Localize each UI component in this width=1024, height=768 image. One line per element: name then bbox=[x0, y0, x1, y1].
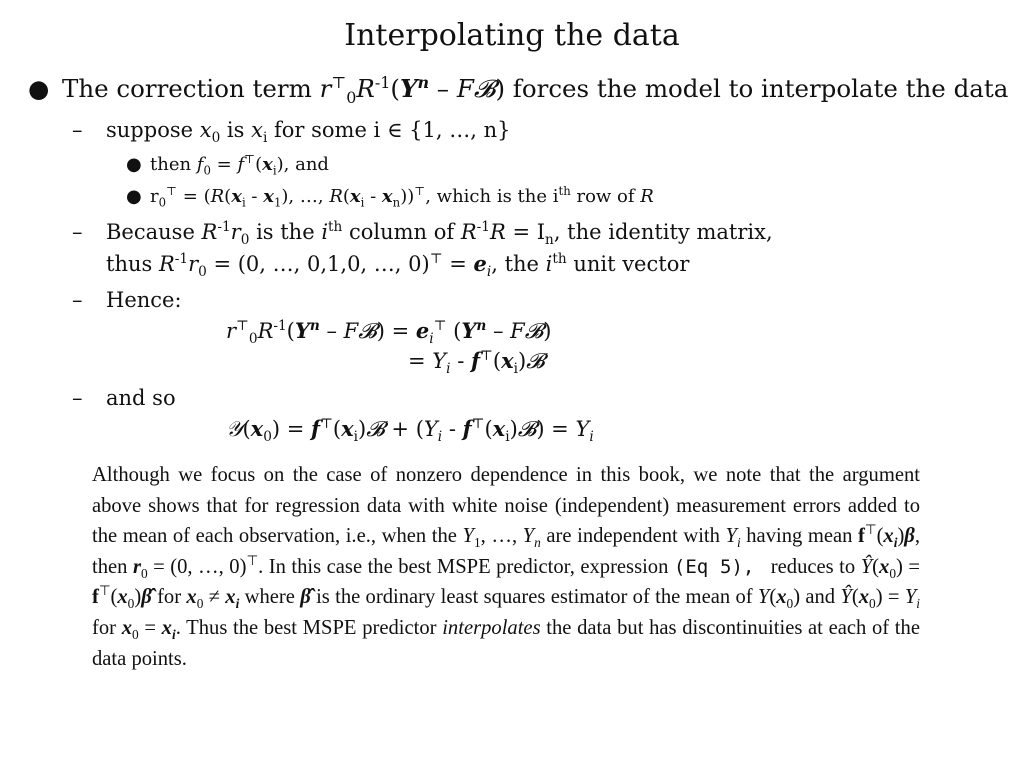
slide-title: Interpolating the data bbox=[344, 18, 680, 53]
dot-marker: ● bbox=[126, 186, 142, 207]
sub-sub-bullet-then-text: then $f_0 = f^⊤(x_i)$, and bbox=[150, 152, 329, 178]
dot-marker: ● bbox=[126, 154, 142, 175]
sub-sub-bullet-r0-text: $r_0^⊤ = (R(x_i - x_1)$, …, $R(x_i - x_n))^⊤$, which is the $i^{th}$ row of R bbox=[150, 184, 654, 210]
bullet-marker: ● bbox=[28, 74, 50, 103]
dash-marker: – bbox=[72, 288, 83, 312]
sub-bullet-suppose-text: suppose $x_0$ is $x_i$ for some i ∈ {1, …, n} bbox=[106, 118, 511, 147]
equation-hence-1: $r^⊤_0R^{-1}(Y^n$ – F𝓑) = $e_i^⊤$ ($Y^n$ – F𝓑) bbox=[226, 318, 552, 348]
dash-marker: – bbox=[72, 386, 83, 410]
sub-bullet-because-line1: Because $R^{-1}r_0$ is the $i^{th}$ column of $R^{-1}R = I_n$, the identity matrix, bbox=[106, 219, 773, 249]
equation-and-so: $𝒴(x_0)$ = $f^⊤(x_i)𝓑 + (Y_i$ - $f^⊤(x_i)𝓑) = Y_i$ bbox=[226, 416, 594, 446]
equation-hence-2: = $Y_i$ - $f^⊤(x_i)𝓑$ bbox=[408, 348, 545, 378]
dash-marker: – bbox=[72, 220, 83, 244]
dash-marker: – bbox=[72, 118, 83, 142]
sub-bullet-hence-text: Hence: bbox=[106, 288, 182, 312]
book-excerpt: Although we focus on the case of nonzero dependence in this book, we note that the argument above shows that for regression data with white noise (independent) measurement errors added to the mean of each observation, i.e., when the $Y_1$, …, $Y_n$ are independent with $Y_i$ having mean $f^⊤(x_i)\beta$, then $r_0 = (0$, …, 0)⊤. In this case the best MSPE predictor, expression (Eq 5), reduces to $Ŷ(x_0)$ = $f^⊤(x_0)\betâ$ for $x_0 \ne x_i$ where β̂ is the ordinary least squares estimator of the mean of $Y(x_0)$ and $Ŷ(x_0) = Y_i$ for $x_0 = x_i$. Thus the best MSPE predictor interpolates the data but has discontinuities at each of the data points. bbox=[92, 464, 921, 670]
main-bullet-text: The correction term $r^⊤_0R^{-1}(Y^n$ – F𝓑) forces the model to interpolate the data bbox=[62, 72, 1009, 107]
sub-bullet-and-so-text: and so bbox=[106, 386, 176, 410]
sub-bullet-because-line2: thus $R^{-1}r_0 = (0$, …, 0,1,0, …, $0)^⊤ = e_i$, the $i^{th}$ unit vector bbox=[106, 251, 690, 281]
